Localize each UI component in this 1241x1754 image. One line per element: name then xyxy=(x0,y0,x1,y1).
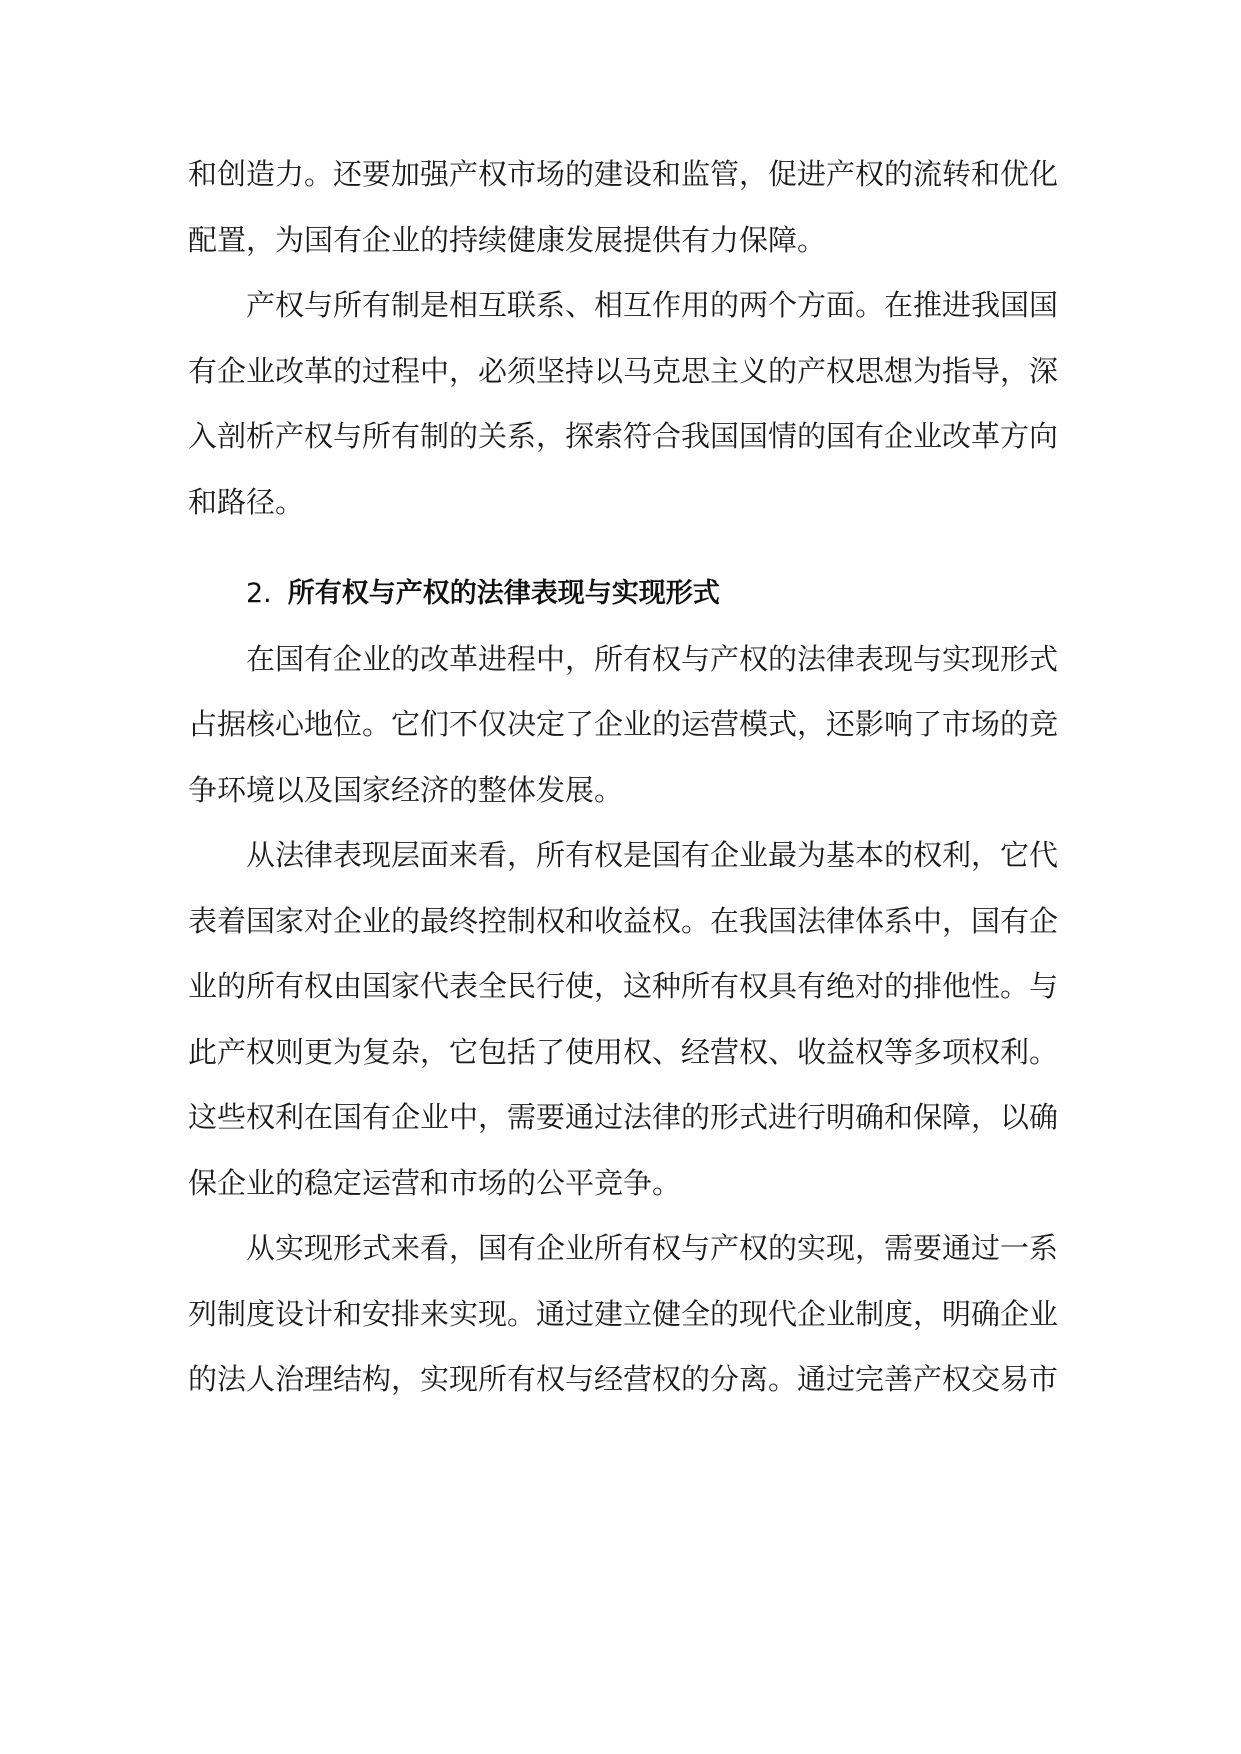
section-title: 所有权与产权的法律表现与实现形式 xyxy=(287,578,720,609)
section-heading xyxy=(188,561,1058,627)
paragraph: 和创造力。还要加强产权市场的建设和监管，促进产权的流转和优化配置，为国有企业的持续健康发展提供有力保障。 xyxy=(188,157,1059,257)
paragraph: 从法律表现层面来看，所有权是国有企业最为基本的权利，它代表着国家对企业的最终控制权和收益权。在我国法律体系中，国有企业的所有权由国家代表全民行使，这种所有权具有绝对的排他性。与此产权则更为复杂，它包括了使用权、经营权、收益权等多项权利。这些权利在国有企业中，需要通过法律的形式进行明确和保障，以确保企业的稳定运营和市场的公平竞争。 xyxy=(188,838,1059,1200)
paragraph: 产权与所有制是相互联系、相互作用的两个方面。在推进我国国有企业改革的过程中，必须坚持以马克思主义的产权思想为指导，深入剖析产权与所有制的关系，探索符合我国国情的国有企业改革方向和路径。 xyxy=(188,288,1059,519)
paragraph: 在国有企业的改革进程中，所有权与产权的法律表现与实现形式占据核心地位。它们不仅决定了企业的运营模式，还影响了市场的竞争环境以及国家经济的整体发展。 xyxy=(188,641,1059,807)
section-number: 2. xyxy=(246,578,272,609)
paragraph: 从实现形式来看，国有企业所有权与产权的实现，需要通过一系列制度设计和安排来实现。通过建立健全的现代企业制度，明确企业的法人治理结构，实现所有权与经营权的分离。通过完善产权交易市 xyxy=(188,1231,1059,1396)
document-body xyxy=(188,142,1058,1413)
